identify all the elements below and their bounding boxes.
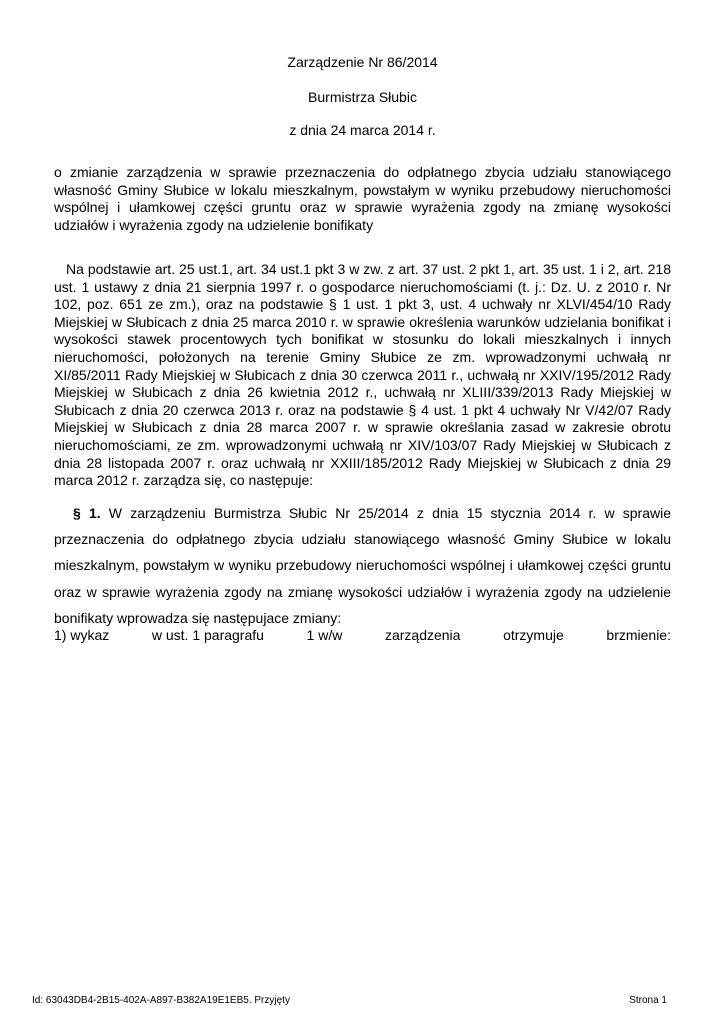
item-1-word: 1 w/w: [306, 627, 343, 643]
item-1-word: otrzymuje: [503, 627, 564, 643]
document-title: Zarządzenie Nr 86/2014: [287, 54, 438, 70]
item-1-word: 1) wykaz: [54, 627, 110, 643]
document-issuer: Burmistrza Słubic: [308, 89, 417, 105]
section-1-text: W zarządzeniu Burmistrza Słubic Nr 25/2014 z dnia 15 stycznia 2014 r. w sprawie przeznaczenia do odpłatnego zbycia udziału stanowiącego własność Gminy Słubice w lokalu mieszkalnym, powstałym w wyniku przebudowy nieruchomości wspólnej i ułamkowej części gruntu oraz w sprawie wyrażenia zgody na zmianę wysokości udziałów i wyrażenia zgody na udzielenie bonifikaty wprowadza się następujace zmiany:: [54, 505, 672, 626]
section-1-paragraph: [54, 500, 671, 631]
footer-page-number: Strona 1: [629, 995, 667, 1006]
item-1-word: w ust. 1 paragrafu: [151, 627, 264, 643]
footer-document-id: Id: 63043DB4-2B15-402A-A897-B382A19E1EB5. Przyjęty: [32, 995, 290, 1006]
section-1-label: § 1.: [73, 505, 101, 521]
item-1-line: [54, 626, 671, 644]
document-subject: o zmianie zarządzenia w sprawie przeznaczenia do odpłatnego zbycia udziału stanowiącego własność Gminy Słubice w lokalu mieszkalnym, powstałym w wyniku przebudowy nieruchomości wspólnej i ułamkowej części gruntu oraz w sprawie wyrażenia zgody na zmianę wysokości udziałów i wyrażenia zgody na udzielenie bonifikaty: [54, 164, 671, 233]
document-date: z dnia 24 marca 2014 r.: [289, 122, 436, 138]
item-1-word: zarządzenia: [384, 627, 461, 643]
item-1-word: brzmienie:: [606, 627, 671, 643]
legal-basis-paragraph: Na podstawie art. 25 ust.1, art. 34 ust.1 pkt 3 w zw. z art. 37 ust. 2 pkt 1, art. 35 ust. 1 i 2, art. 218 ust. 1 ustawy z dnia 21 sierpnia 1997 r. o gospodarce nieruchomościami (t. j.: Dz. U. z 2010 r. Nr 102, poz. 651 ze zm.), oraz na podstawie § 1 ust. 1 pkt 3, ust. 4 uchwały nr XLVI/454/10 Rady Miejskiej w Słubicach z dnia 25 marca 2010 r. w sprawie określenia warunków udzielania bonifikat i wysokości stawek procentowych tych bonifikat w stosunku do lokali mieszkalnych i innych nieruchomości, położonych na terenie Gminy Słubice ze zm. wprowadzonymi uchwałą nr XI/85/2011 Rady Miejskiej w Słubicach z dnia 30 czerwca 2011 r., uchwałą nr XXIV/195/2012 Rady Miejskiej w Słubicach z dnia 26 kwietnia 2012 r., uchwałą nr XLIII/339/2013 Rady Miejskiej w Słubicach z dnia 20 czerwca 2013 r. oraz na podstawie § 4 ust. 1 pkt 4 uchwały Nr V/42/07 Rady Miejskiej w Słubicach z dnia 28 marca 2007 r. w sprawie określania zasad w zakresie obrotu nieruchomościami, ze zm. wprowadzonymi uchwałą nr XIV/103/07 Rady Miejskiej w Słubicach z dnia 28 listopada 2007 r. oraz uchwałą nr XXIII/185/2012 Rady Miejskiej w Słubicach z dnia 29 marca 2012 r. zarządza się, co następuje:: [54, 261, 671, 489]
